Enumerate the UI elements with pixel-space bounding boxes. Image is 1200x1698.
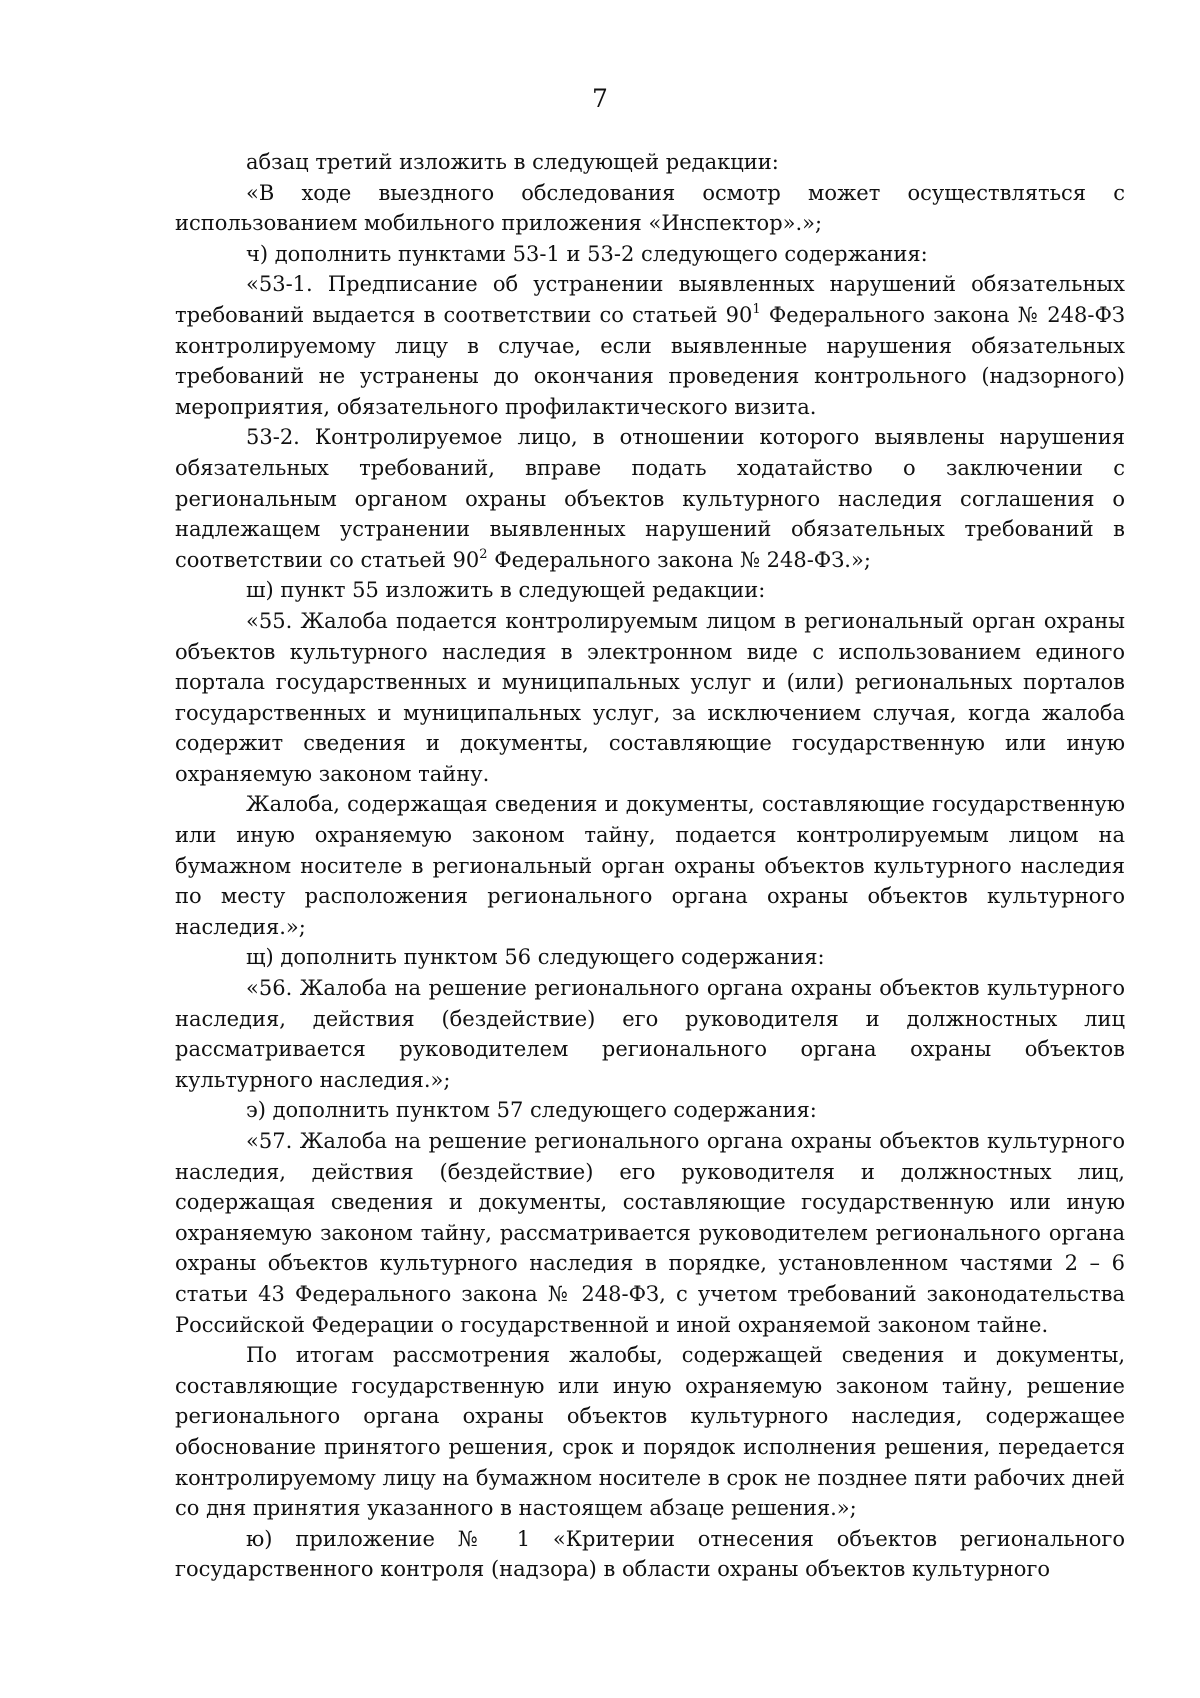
paragraph-56: «56. Жалоба на решение регионального органа охраны объектов культурного наследия, действия (бездействие) его руководителя и должностных лиц рассматривается руководителем регионального органа охраны объектов культурного наследия.»; — [175, 976, 1125, 1092]
superscript-1: 1 — [752, 301, 761, 317]
paragraph-item-e: э) дополнить пунктом 57 следующего содержания: — [246, 1098, 817, 1123]
paragraph-57: «57. Жалоба на решение регионального органа охраны объектов культурного наследия, действия (бездействие) его руководителя и должностных лиц, содержащая сведения и документы, составляющие государственную или иную охраняемую законом тайну, рассматривается руководителем регионального органа охраны объектов культурного наследия в порядке, установленном частями 2 – 6 статьи 43 Федерального закона № 248-ФЗ, с учетом требований законодательства Российской Федерации о государственной и иной охраняемой законом тайне. — [175, 1129, 1125, 1337]
document-body — [175, 147, 1125, 1585]
paragraph-53-1 — [175, 269, 1125, 422]
paragraph-57-second: По итогам рассмотрения жалобы, содержащей сведения и документы, составляющие государственную или иную охраняемую законом тайну, решение регионального органа охраны объектов культурного наследия, содержащее обоснование принятого решения, срок и порядок исполнения решения, передается контролируемому лицу на бумажном носителе в срок не позднее пяти рабочих дней со дня принятия указанного в настоящем абзаце решения.»; — [175, 1343, 1125, 1521]
page-number: 7 — [592, 84, 608, 113]
paragraph-53-1-text-b: Федерального закона № 248-ФЗ контролируемому лицу в случае, если выявленные нарушения обязательных требований не устранены до окончания проведения контрольного (надзорного) мероприятия, обязательного профилактического визита. — [175, 302, 1125, 419]
paragraph-53-1-text-a: «53-1. Предписание об устранении выявленных нарушений обязательных требований выдается в соответствии со статьей 90 — [175, 272, 1125, 327]
paragraph-item-sh: ш) пункт 55 изложить в следующей редакции: — [246, 578, 766, 603]
paragraph-item-ch: ч) дополнить пунктами 53-1 и 53-2 следующего содержания: — [246, 241, 928, 266]
paragraph-quote-inspector: «В ходе выездного обследования осмотр может осуществляться с использованием мобильного приложения «Инспектор».»; — [175, 180, 1125, 236]
paragraph-55-second: Жалоба, содержащая сведения и документы, составляющие государственную или иную охраняемую законом тайну, подается контролируемым лицом на бумажном носителе в региональный орган охраны объектов культурного наследия по месту расположения регионального органа охраны объектов культурного наследия.»; — [175, 792, 1125, 939]
paragraph-item-shch: щ) дополнить пунктом 56 следующего содержания: — [246, 945, 825, 970]
paragraph-item-yu: ю) приложение № 1 «Критерии отнесения объектов регионального государственного контроля (надзора) в области охраны объектов культурного — [175, 1526, 1125, 1582]
paragraph-53-2-text-a: 53-2. Контролируемое лицо, в отношении которого выявлены нарушения обязательных требований, вправе подать ходатайство о заключении с региональным органом охраны объектов культурного наследия соглашения о надлежащем устранении выявленных нарушений обязательных требований в соответствии со статьей 90 — [175, 425, 1125, 572]
paragraph-55: «55. Жалоба подается контролируемым лицом в региональный орган охраны объектов культурного наследия в электронном виде с использованием единого портала государственных и муниципальных услуг и (или) региональных порталов государственных и муниципальных услуг, за исключением случая, когда жалоба содержит сведения и документы, составляющие государственную или иную охраняемую законом тайну. — [175, 608, 1125, 786]
paragraph-intro: абзац третий изложить в следующей редакции: — [246, 150, 779, 174]
paragraph-53-2 — [175, 422, 1125, 575]
superscript-2: 2 — [479, 546, 488, 562]
paragraph-53-2-text-b: Федерального закона № 248-ФЗ.»; — [487, 547, 871, 572]
